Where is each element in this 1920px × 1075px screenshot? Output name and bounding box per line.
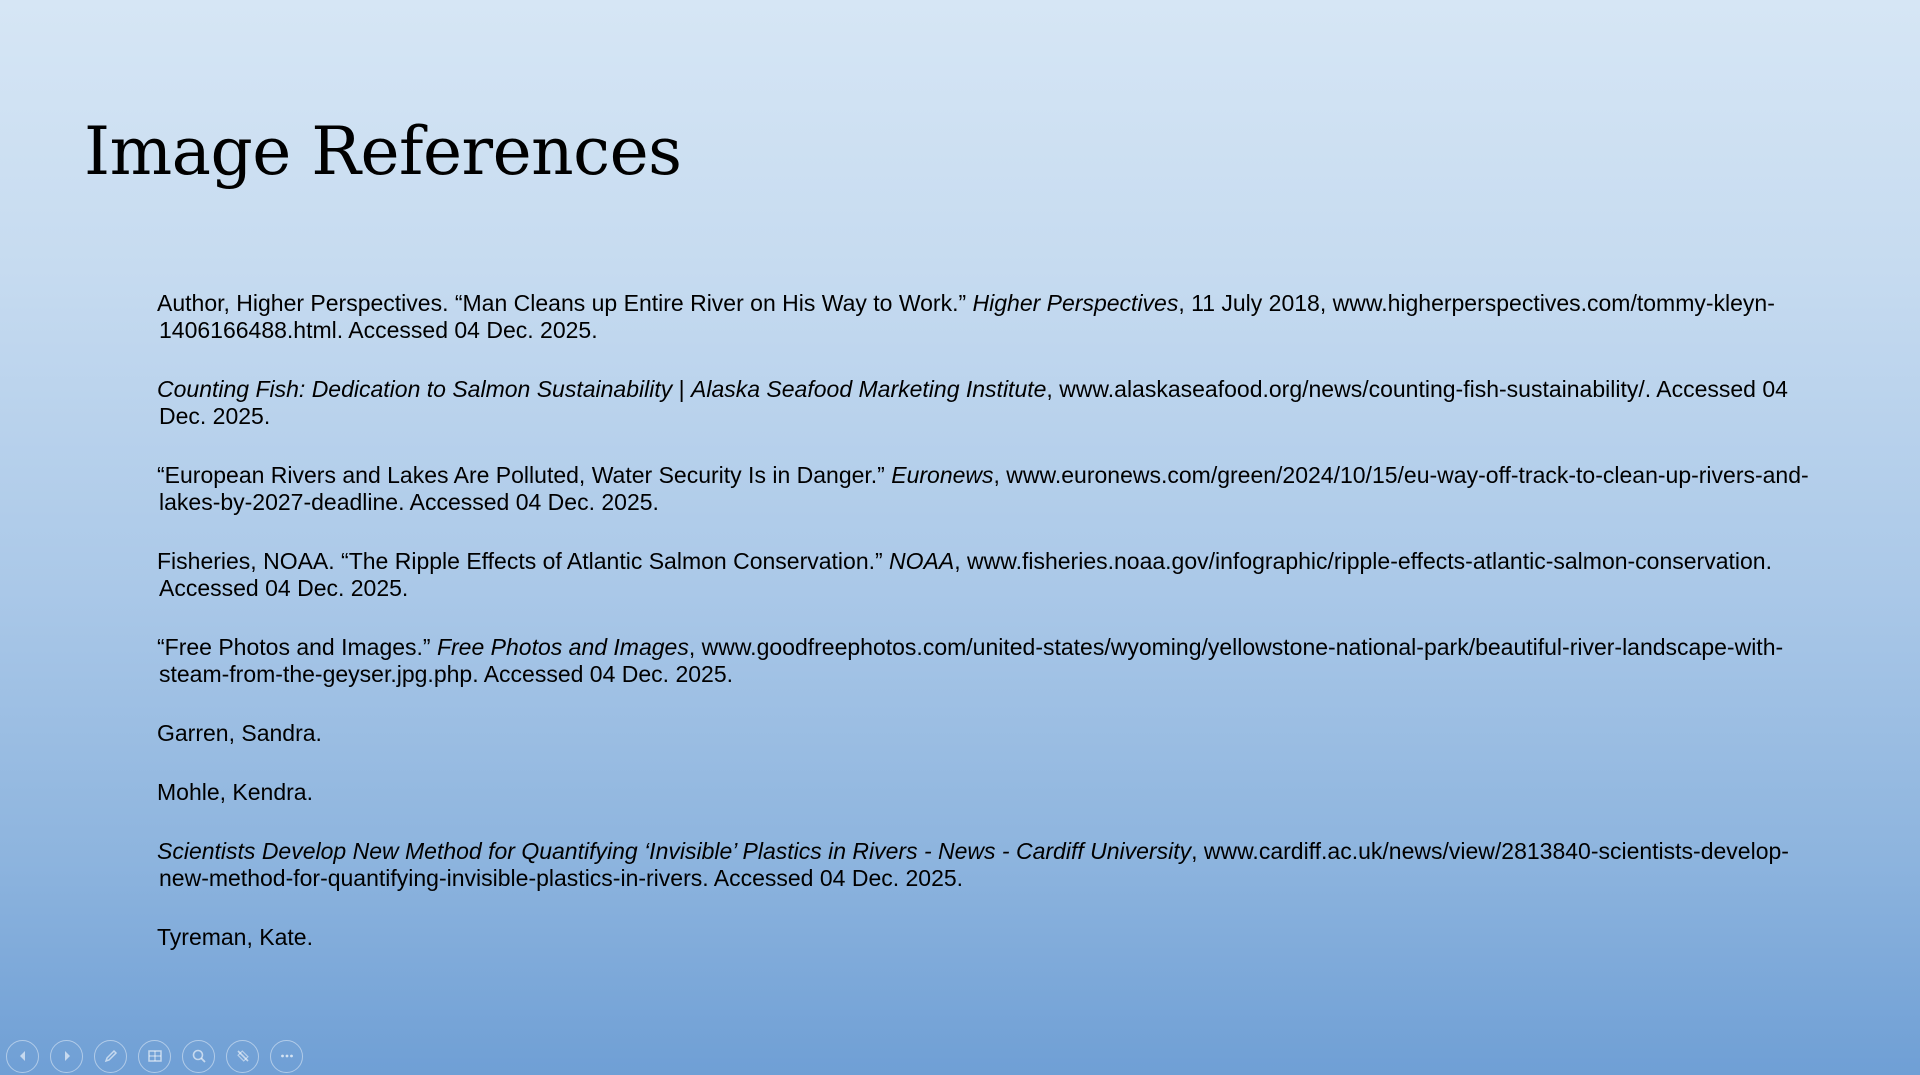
reference-text: , www.goodfreephotos.com/united-states/wyoming/yellowstone-national-park/beautiful-river-landscape-with-steam-from-the-geyser.jpg.php. Accessed 04 Dec. 2025.	[159, 634, 1784, 687]
reference-item	[156, 548, 1836, 602]
reference-text: , www.cardiff.ac.uk/news/view/2813840-scientists-develop-new-method-for-quantifying-invisible-plastics-in-rivers. Accessed 04 Dec. 2025.	[159, 838, 1789, 891]
arrow-right-icon	[58, 1047, 76, 1065]
next-slide-button[interactable]	[50, 1040, 83, 1073]
reference-text: “Free Photos and Images.”	[157, 634, 437, 660]
reference-text: Mohle, Kendra.	[157, 779, 313, 805]
reference-text: “European Rivers and Lakes Are Polluted, Water Security Is in Danger.”	[157, 462, 892, 488]
reference-text: |	[672, 376, 691, 402]
reference-source-title: NOAA	[889, 548, 955, 574]
reference-text: , www.fisheries.noaa.gov/infographic/ripple-effects-atlantic-salmon-conservation. Accessed 04 Dec. 2025.	[159, 548, 1772, 601]
reference-source-title: Counting Fish: Dedication to Salmon Sustainability	[157, 376, 673, 402]
reference-text: Author, Higher Perspectives. “Man Cleans up Entire River on His Way to Work.”	[157, 290, 973, 316]
slides-grid-icon	[146, 1047, 164, 1065]
reference-list	[156, 290, 1836, 983]
reference-text: , 11 July 2018, www.higherperspectives.com/tommy-kleyn-1406166488.html. Accessed 04 Dec. 2025.	[159, 290, 1775, 343]
reference-item	[156, 838, 1836, 892]
zoom-button[interactable]	[182, 1040, 215, 1073]
slideshow-toolbar	[6, 1037, 303, 1075]
reference-item	[156, 720, 1836, 747]
more-options-button[interactable]	[270, 1040, 303, 1073]
previous-slide-button[interactable]	[6, 1040, 39, 1073]
pointer-options-button[interactable]	[226, 1040, 259, 1073]
reference-text: Fisheries, NOAA. “The Ripple Effects of Atlantic Salmon Conservation.”	[157, 548, 890, 574]
reference-item	[156, 779, 1836, 806]
reference-text: , www.alaskaseafood.org/news/counting-fish-sustainability/. Accessed 04 Dec. 2025.	[159, 376, 1788, 429]
reference-source-title: Alaska Seafood Marketing Institute	[691, 376, 1047, 402]
pen-icon	[102, 1047, 120, 1065]
reference-source-title: Euronews	[891, 462, 994, 488]
reference-text: Garren, Sandra.	[157, 720, 322, 746]
slide-title: Image References	[84, 113, 682, 190]
arrow-left-icon	[14, 1047, 32, 1065]
reference-item	[156, 290, 1836, 344]
reference-source-title: Higher Perspectives	[972, 290, 1179, 316]
reference-text: Tyreman, Kate.	[157, 924, 313, 950]
see-all-slides-button[interactable]	[138, 1040, 171, 1073]
reference-source-title: Free Photos and Images	[436, 634, 689, 660]
reference-item	[156, 376, 1836, 430]
reference-item	[156, 924, 1836, 951]
reference-item	[156, 462, 1836, 516]
laser-pointer-icon	[234, 1047, 252, 1065]
reference-source-title: Scientists Develop New Method for Quantifying ‘Invisible’ Plastics in Rivers - News - Cardiff University	[157, 838, 1192, 864]
reference-item	[156, 634, 1836, 688]
reference-text: , www.euronews.com/green/2024/10/15/eu-way-off-track-to-clean-up-rivers-and-lakes-by-2027-deadline. Accessed 04 Dec. 2025.	[159, 462, 1809, 515]
magnifier-icon	[190, 1047, 208, 1065]
ellipsis-icon	[278, 1047, 296, 1065]
pen-tool-button[interactable]	[94, 1040, 127, 1073]
